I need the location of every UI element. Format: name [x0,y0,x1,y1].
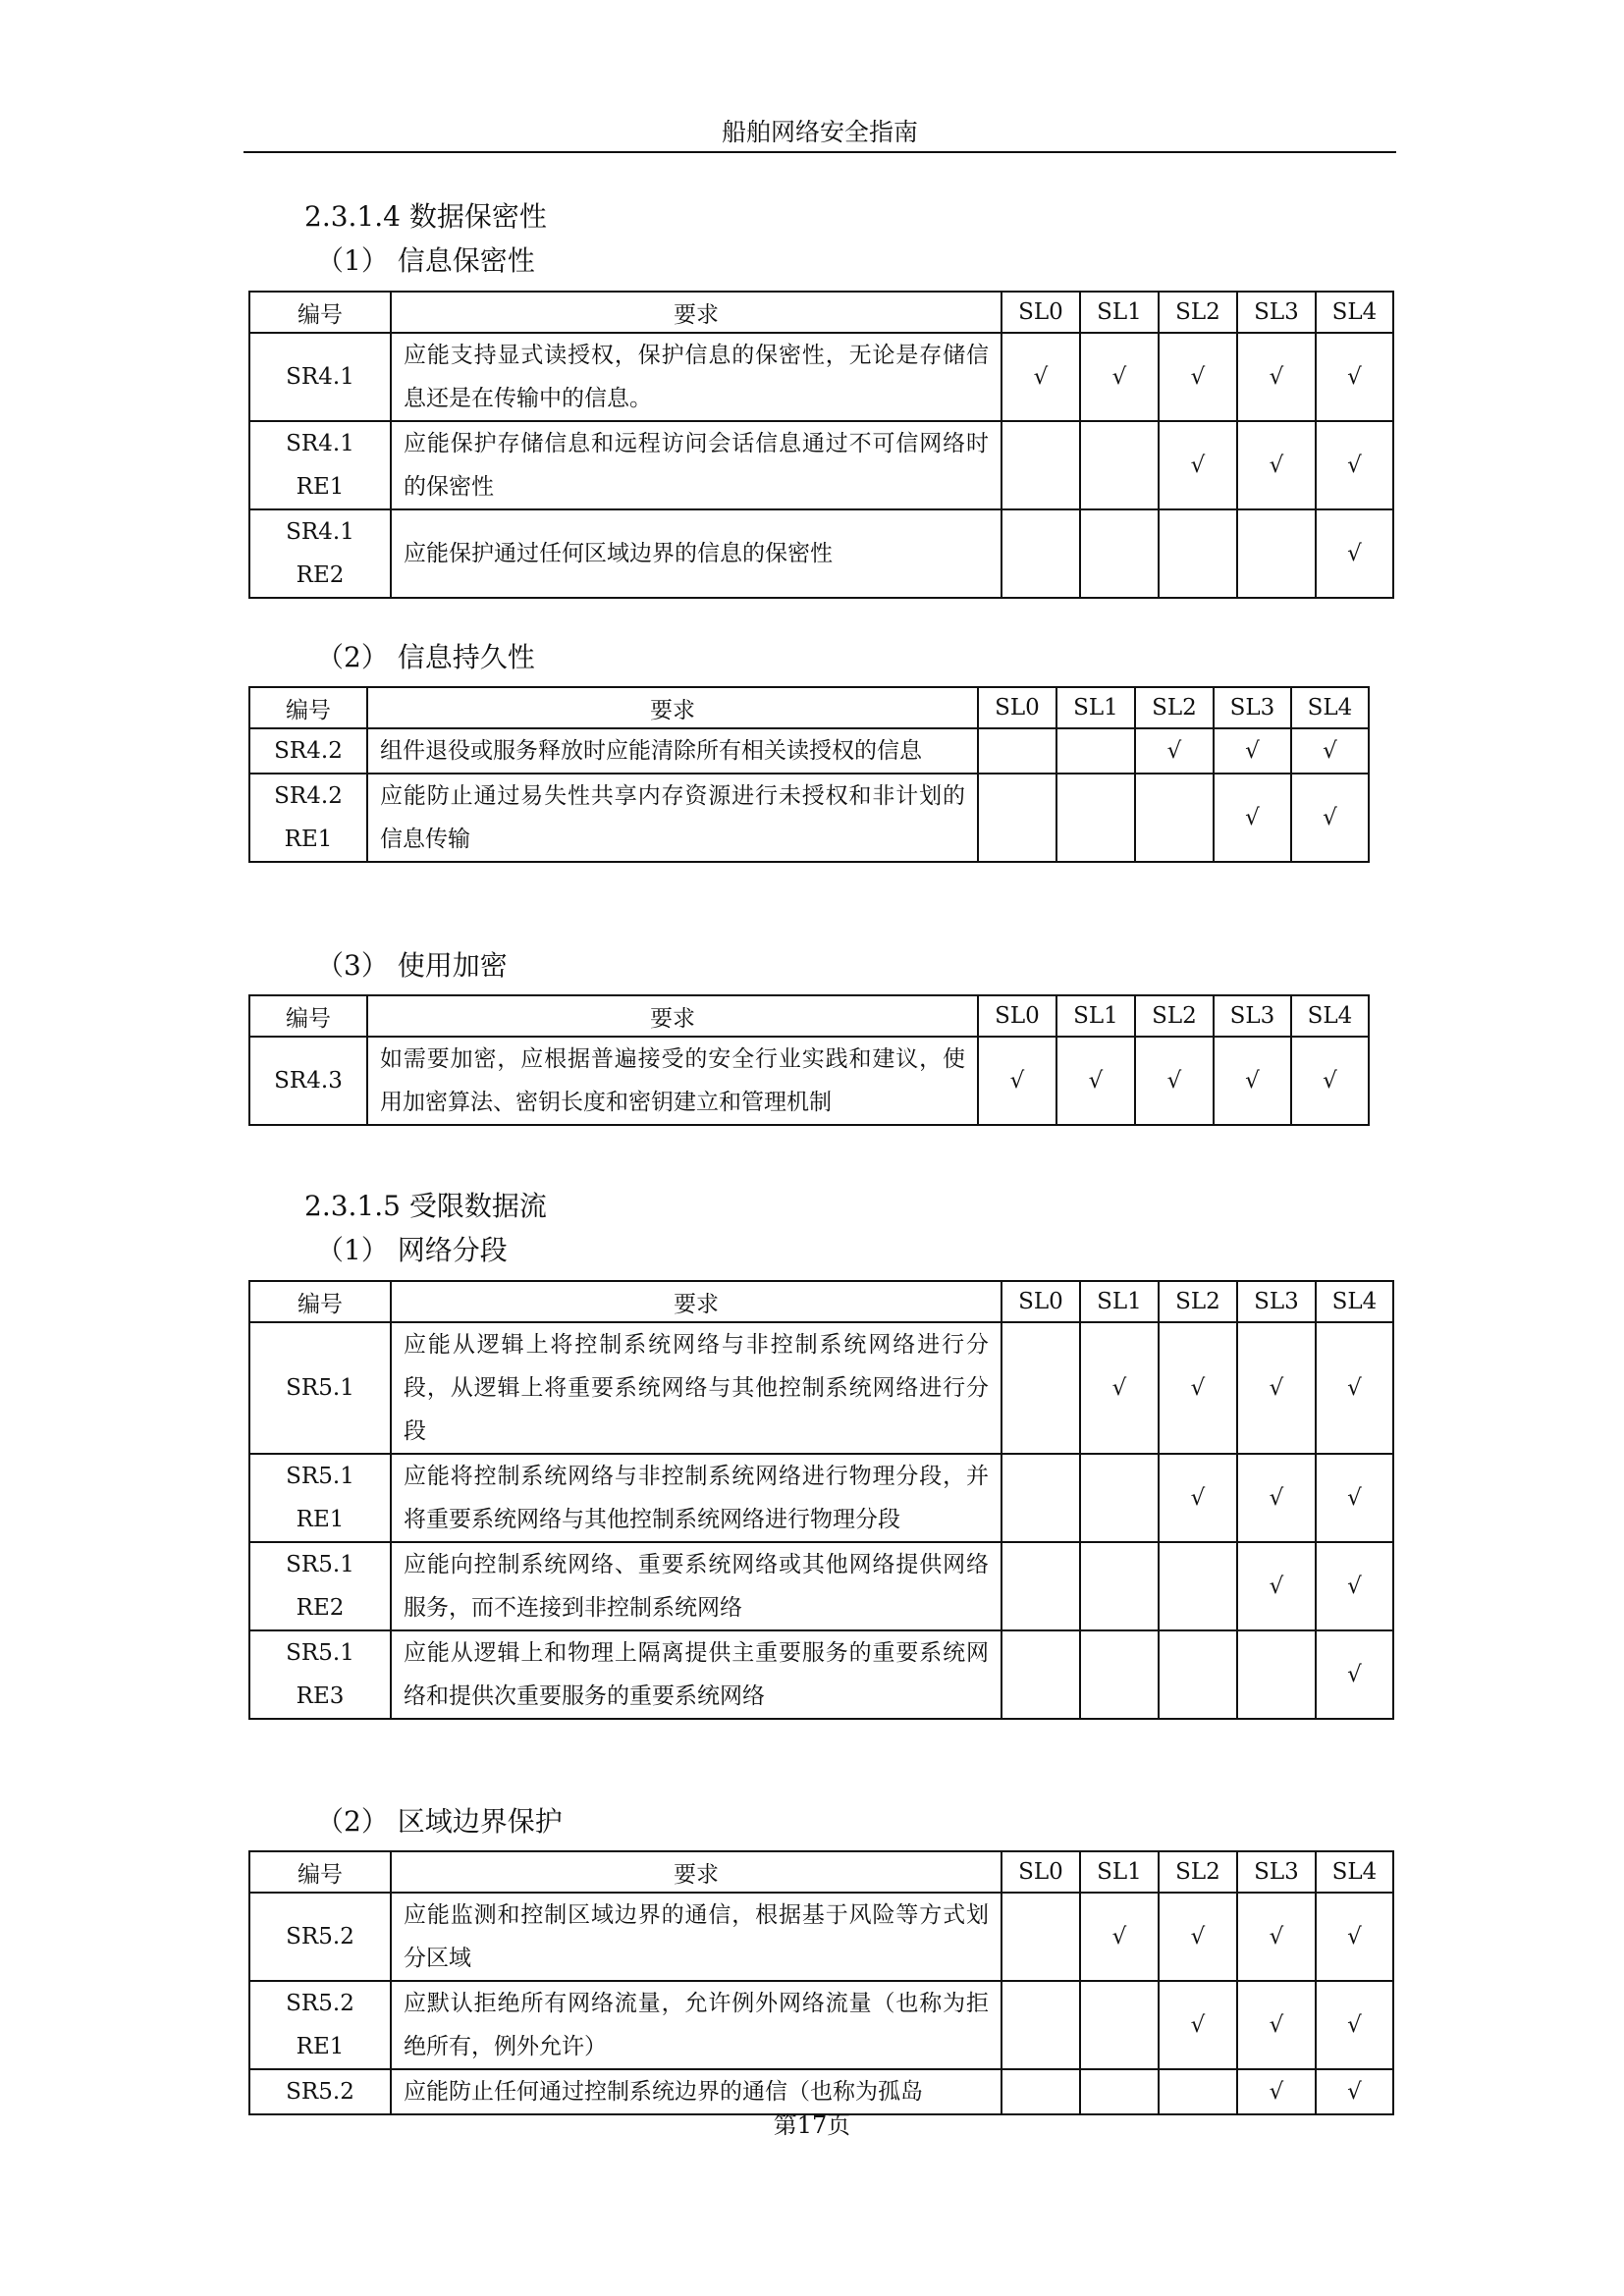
sl0-cell [1001,1454,1080,1542]
checkmark-icon: √ [1347,1574,1362,1599]
sl0-cell [978,774,1056,862]
column-header: SL0 [1001,1281,1080,1322]
page-number: 第17页 [773,2111,851,2139]
table-row [249,1037,1369,1125]
column-header: 编号 [249,1281,391,1322]
sl3-cell [1237,1322,1316,1454]
checkmark-icon: √ [1190,1375,1206,1401]
sl4-cell [1316,1542,1393,1630]
sl4-cell [1316,1630,1393,1719]
requirement-id [249,509,391,598]
table-header-row [249,292,1393,333]
column-header: SL4 [1316,1851,1393,1893]
sl4-cell [1316,1322,1393,1454]
column-header: SL3 [1214,995,1291,1037]
sl4-cell [1316,509,1393,598]
sl1-cell [1080,509,1159,598]
checkmark-icon: √ [1269,2079,1284,2105]
sl1-cell [1080,1630,1159,1719]
requirement-id-line: RE1 [296,2034,345,2059]
requirement-id [249,774,367,862]
sl1-cell [1080,1893,1159,1981]
sl3-cell [1237,1981,1316,2069]
checkmark-icon: √ [1269,364,1284,390]
sl2-cell [1135,1037,1214,1125]
column-header: SL1 [1056,687,1135,728]
table-info-persistence [248,686,1370,863]
column-header: SL2 [1159,1281,1237,1322]
checkmark-icon: √ [1111,1375,1127,1401]
requirement-id-line: SR5.1 [286,1552,354,1577]
column-header: 要求 [367,687,978,728]
table-row [249,509,1393,598]
requirement-id-line: RE1 [296,474,345,500]
subsection-title-use-encryption: （3） 使用加密 [316,949,508,982]
requirement-text: 如需要加密，应根据普遍接受的安全行业实践和建议，使用加密算法、密钥长度和密钥建立和管理机制 [367,1037,978,1125]
checkmark-icon: √ [1347,453,1362,478]
requirement-text: 应能保护存储信息和远程访问会话信息通过不可信网络时的保密性 [391,421,1001,509]
checkmark-icon: √ [1269,1375,1284,1401]
requirement-text: 应能将控制系统网络与非控制系统网络进行物理分段，并将重要系统网络与其他控制系统网络进行物理分段 [391,1454,1001,1542]
sl3-cell [1237,2069,1316,2114]
requirement-id-line: SR4.1 [286,364,354,390]
sl3-cell [1237,421,1316,509]
requirement-text: 应能防止任何通过控制系统边界的通信（也称为孤岛 [391,2069,1001,2114]
requirement-id-line: RE2 [296,562,345,588]
checkmark-icon: √ [1347,1662,1362,1687]
column-header: SL3 [1237,1281,1316,1322]
sl0-cell [1001,1542,1080,1630]
checkmark-icon: √ [1347,364,1362,390]
requirement-id-line: SR5.1 [286,1375,354,1401]
checkmark-icon: √ [1245,738,1260,764]
sl0-cell [978,728,1056,774]
sl1-cell [1080,2069,1159,2114]
table-row [249,728,1369,774]
requirement-id-line: SR5.2 [286,2079,354,2105]
column-header: SL4 [1291,687,1369,728]
sl0-cell [1001,1981,1080,2069]
column-header: SL1 [1056,995,1135,1037]
sl2-cell [1159,333,1237,421]
requirement-id-line: SR4.1 [286,519,354,545]
checkmark-icon: √ [1347,1485,1362,1511]
sl4-cell [1316,1454,1393,1542]
sl2-cell [1159,1981,1237,2069]
requirement-text: 应能监测和控制区域边界的通信，根据基于风险等方式划分区域 [391,1893,1001,1981]
table-row [249,421,1393,509]
subsection-title-info-confidentiality: （1） 信息保密性 [316,244,535,277]
column-header: 编号 [249,687,367,728]
requirement-id-line: SR5.2 [286,1924,354,1949]
requirement-id-line: RE3 [296,1683,345,1709]
requirement-id [249,421,391,509]
sl0-cell [1001,333,1080,421]
sl1-cell [1080,1981,1159,2069]
requirement-id-line: SR4.3 [274,1068,343,1094]
requirement-id-line: RE1 [284,827,333,852]
column-header: SL4 [1316,1281,1393,1322]
sl3-cell [1237,1542,1316,1630]
checkmark-icon: √ [1166,1068,1182,1094]
sl2-cell [1135,774,1214,862]
column-header: SL1 [1080,292,1159,333]
requirement-id [249,2069,391,2114]
column-header: SL3 [1237,292,1316,333]
checkmark-icon: √ [1111,364,1127,390]
checkmark-icon: √ [1347,1924,1362,1949]
table-row [249,1893,1393,1981]
column-header: 要求 [367,995,978,1037]
requirement-text: 应能防止通过易失性共享内存资源进行未授权和非计划的信息传输 [367,774,978,862]
requirement-id-line: RE1 [296,1507,345,1532]
checkmark-icon: √ [1190,453,1206,478]
sl2-cell [1159,1542,1237,1630]
column-header: SL1 [1080,1851,1159,1893]
sl2-cell [1159,1893,1237,1981]
sl2-cell [1159,2069,1237,2114]
sl4-cell [1316,1893,1393,1981]
sl1-cell [1056,728,1135,774]
requirement-text: 组件退役或服务释放时应能清除所有相关读授权的信息 [367,728,978,774]
checkmark-icon: √ [1269,453,1284,478]
requirement-id [249,1454,391,1542]
checkmark-icon: √ [1245,1068,1260,1094]
requirement-text: 应能支持显式读授权，保护信息的保密性，无论是存储信息还是在传输中的信息。 [391,333,1001,421]
column-header: SL0 [1001,292,1080,333]
requirement-text: 应默认拒绝所有网络流量，允许例外网络流量（也称为拒绝所有，例外允许） [391,1981,1001,2069]
sl2-cell [1159,1454,1237,1542]
section-heading-2-3-1-5: 2.3.1.5 受限数据流 [304,1190,547,1222]
requirement-id [249,1542,391,1630]
table-row [249,333,1393,421]
checkmark-icon: √ [1347,2079,1362,2105]
checkmark-icon: √ [1269,1485,1284,1511]
table-row [249,1542,1393,1630]
sl3-cell [1214,1037,1291,1125]
table-header-row [249,995,1369,1037]
column-header: 编号 [249,995,367,1037]
requirement-id [249,1630,391,1719]
checkmark-icon: √ [1166,738,1182,764]
requirement-id-line: SR5.2 [286,1991,354,2016]
sl0-cell [1001,421,1080,509]
checkmark-icon: √ [1323,738,1337,764]
sl3-cell [1237,333,1316,421]
table-header-row [249,1281,1393,1322]
table-row [249,1630,1393,1719]
sl1-cell [1080,333,1159,421]
table-row [249,774,1369,862]
table-zone-boundary-protection [248,1850,1394,2115]
checkmark-icon: √ [1323,805,1337,830]
sl0-cell [1001,1322,1080,1454]
sl1-cell [1056,1037,1135,1125]
checkmark-icon: √ [1269,1574,1284,1599]
sl3-cell [1237,1454,1316,1542]
column-header: SL2 [1135,995,1214,1037]
page-header-title: 船舶网络安全指南 [721,118,918,146]
column-header: 编号 [249,292,391,333]
sl1-cell [1080,1454,1159,1542]
column-header: 要求 [391,292,1001,333]
subsection-title-network-segmentation: （1） 网络分段 [316,1234,508,1266]
requirement-id [249,1893,391,1981]
requirement-id [249,728,367,774]
requirement-id-line: SR5.1 [286,1640,354,1666]
sl3-cell [1237,509,1316,598]
sl4-cell [1316,333,1393,421]
column-header: SL2 [1159,1851,1237,1893]
sl4-cell [1316,421,1393,509]
table-row [249,2069,1393,2114]
sl1-cell [1080,1542,1159,1630]
column-header: SL0 [978,687,1056,728]
requirement-id [249,1037,367,1125]
sl3-cell [1214,728,1291,774]
checkmark-icon: √ [1190,2012,1206,2038]
checkmark-icon: √ [1190,1924,1206,1949]
sl0-cell [978,1037,1056,1125]
sl4-cell [1316,1981,1393,2069]
checkmark-icon: √ [1347,2012,1362,2038]
sl4-cell [1291,1037,1369,1125]
checkmark-icon: √ [1347,1375,1362,1401]
sl0-cell [1001,509,1080,598]
sl1-cell [1080,1322,1159,1454]
column-header: SL0 [978,995,1056,1037]
table-use-encryption [248,994,1370,1126]
column-header: SL3 [1237,1851,1316,1893]
subsection-title-info-persistence: （2） 信息持久性 [316,641,535,673]
table-info-confidentiality [248,291,1394,599]
table-row [249,1454,1393,1542]
checkmark-icon: √ [1269,2012,1284,2038]
requirement-id-line: SR4.2 [274,783,343,809]
column-header: 要求 [391,1281,1001,1322]
requirement-text: 应能从逻辑上和物理上隔离提供主重要服务的重要系统网络和提供次重要服务的重要系统网络 [391,1630,1001,1719]
sl0-cell [1001,1893,1080,1981]
sl4-cell [1291,728,1369,774]
checkmark-icon: √ [1245,805,1260,830]
checkmark-icon: √ [1111,1924,1127,1949]
table-row [249,1981,1393,2069]
sl2-cell [1135,728,1214,774]
column-header: 编号 [249,1851,391,1893]
requirement-text: 应能向控制系统网络、重要系统网络或其他网络提供网络服务，而不连接到非控制系统网络 [391,1542,1001,1630]
header-rule [244,151,1396,153]
column-header: SL0 [1001,1851,1080,1893]
requirement-id-line: SR4.1 [286,431,354,456]
column-header: SL2 [1159,292,1237,333]
sl2-cell [1159,509,1237,598]
checkmark-icon: √ [1323,1068,1337,1094]
table-row [249,1322,1393,1454]
column-header: 要求 [391,1851,1001,1893]
requirement-id [249,1981,391,2069]
sl4-cell [1316,2069,1393,2114]
column-header: SL4 [1291,995,1369,1037]
requirement-id [249,333,391,421]
checkmark-icon: √ [1269,1924,1284,1949]
checkmark-icon: √ [1033,364,1049,390]
sl1-cell [1056,774,1135,862]
section-heading-2-3-1-4: 2.3.1.4 数据保密性 [304,200,547,233]
column-header: SL4 [1316,292,1393,333]
checkmark-icon: √ [1009,1068,1025,1094]
column-header: SL2 [1135,687,1214,728]
checkmark-icon: √ [1347,541,1362,566]
checkmark-icon: √ [1088,1068,1104,1094]
sl2-cell [1159,1630,1237,1719]
requirement-id-line: RE2 [296,1595,345,1621]
subsection-title-zone-boundary-protection: （2） 区域边界保护 [316,1805,563,1838]
column-header: SL3 [1214,687,1291,728]
sl4-cell [1291,774,1369,862]
column-header: SL1 [1080,1281,1159,1322]
table-header-row [249,1851,1393,1893]
sl3-cell [1214,774,1291,862]
sl2-cell [1159,421,1237,509]
requirement-id-line: SR5.1 [286,1464,354,1489]
sl3-cell [1237,1630,1316,1719]
requirement-id-line: SR4.2 [274,738,343,764]
sl1-cell [1080,421,1159,509]
sl0-cell [1001,2069,1080,2114]
sl3-cell [1237,1893,1316,1981]
checkmark-icon: √ [1190,1485,1206,1511]
checkmark-icon: √ [1190,364,1206,390]
sl2-cell [1159,1322,1237,1454]
requirement-text: 应能从逻辑上将控制系统网络与非控制系统网络进行分段，从逻辑上将重要系统网络与其他控制系统网络进行分段 [391,1322,1001,1454]
table-header-row [249,687,1369,728]
requirement-text: 应能保护通过任何区域边界的信息的保密性 [391,509,1001,598]
sl0-cell [1001,1630,1080,1719]
table-network-segmentation [248,1280,1394,1720]
requirement-id [249,1322,391,1454]
